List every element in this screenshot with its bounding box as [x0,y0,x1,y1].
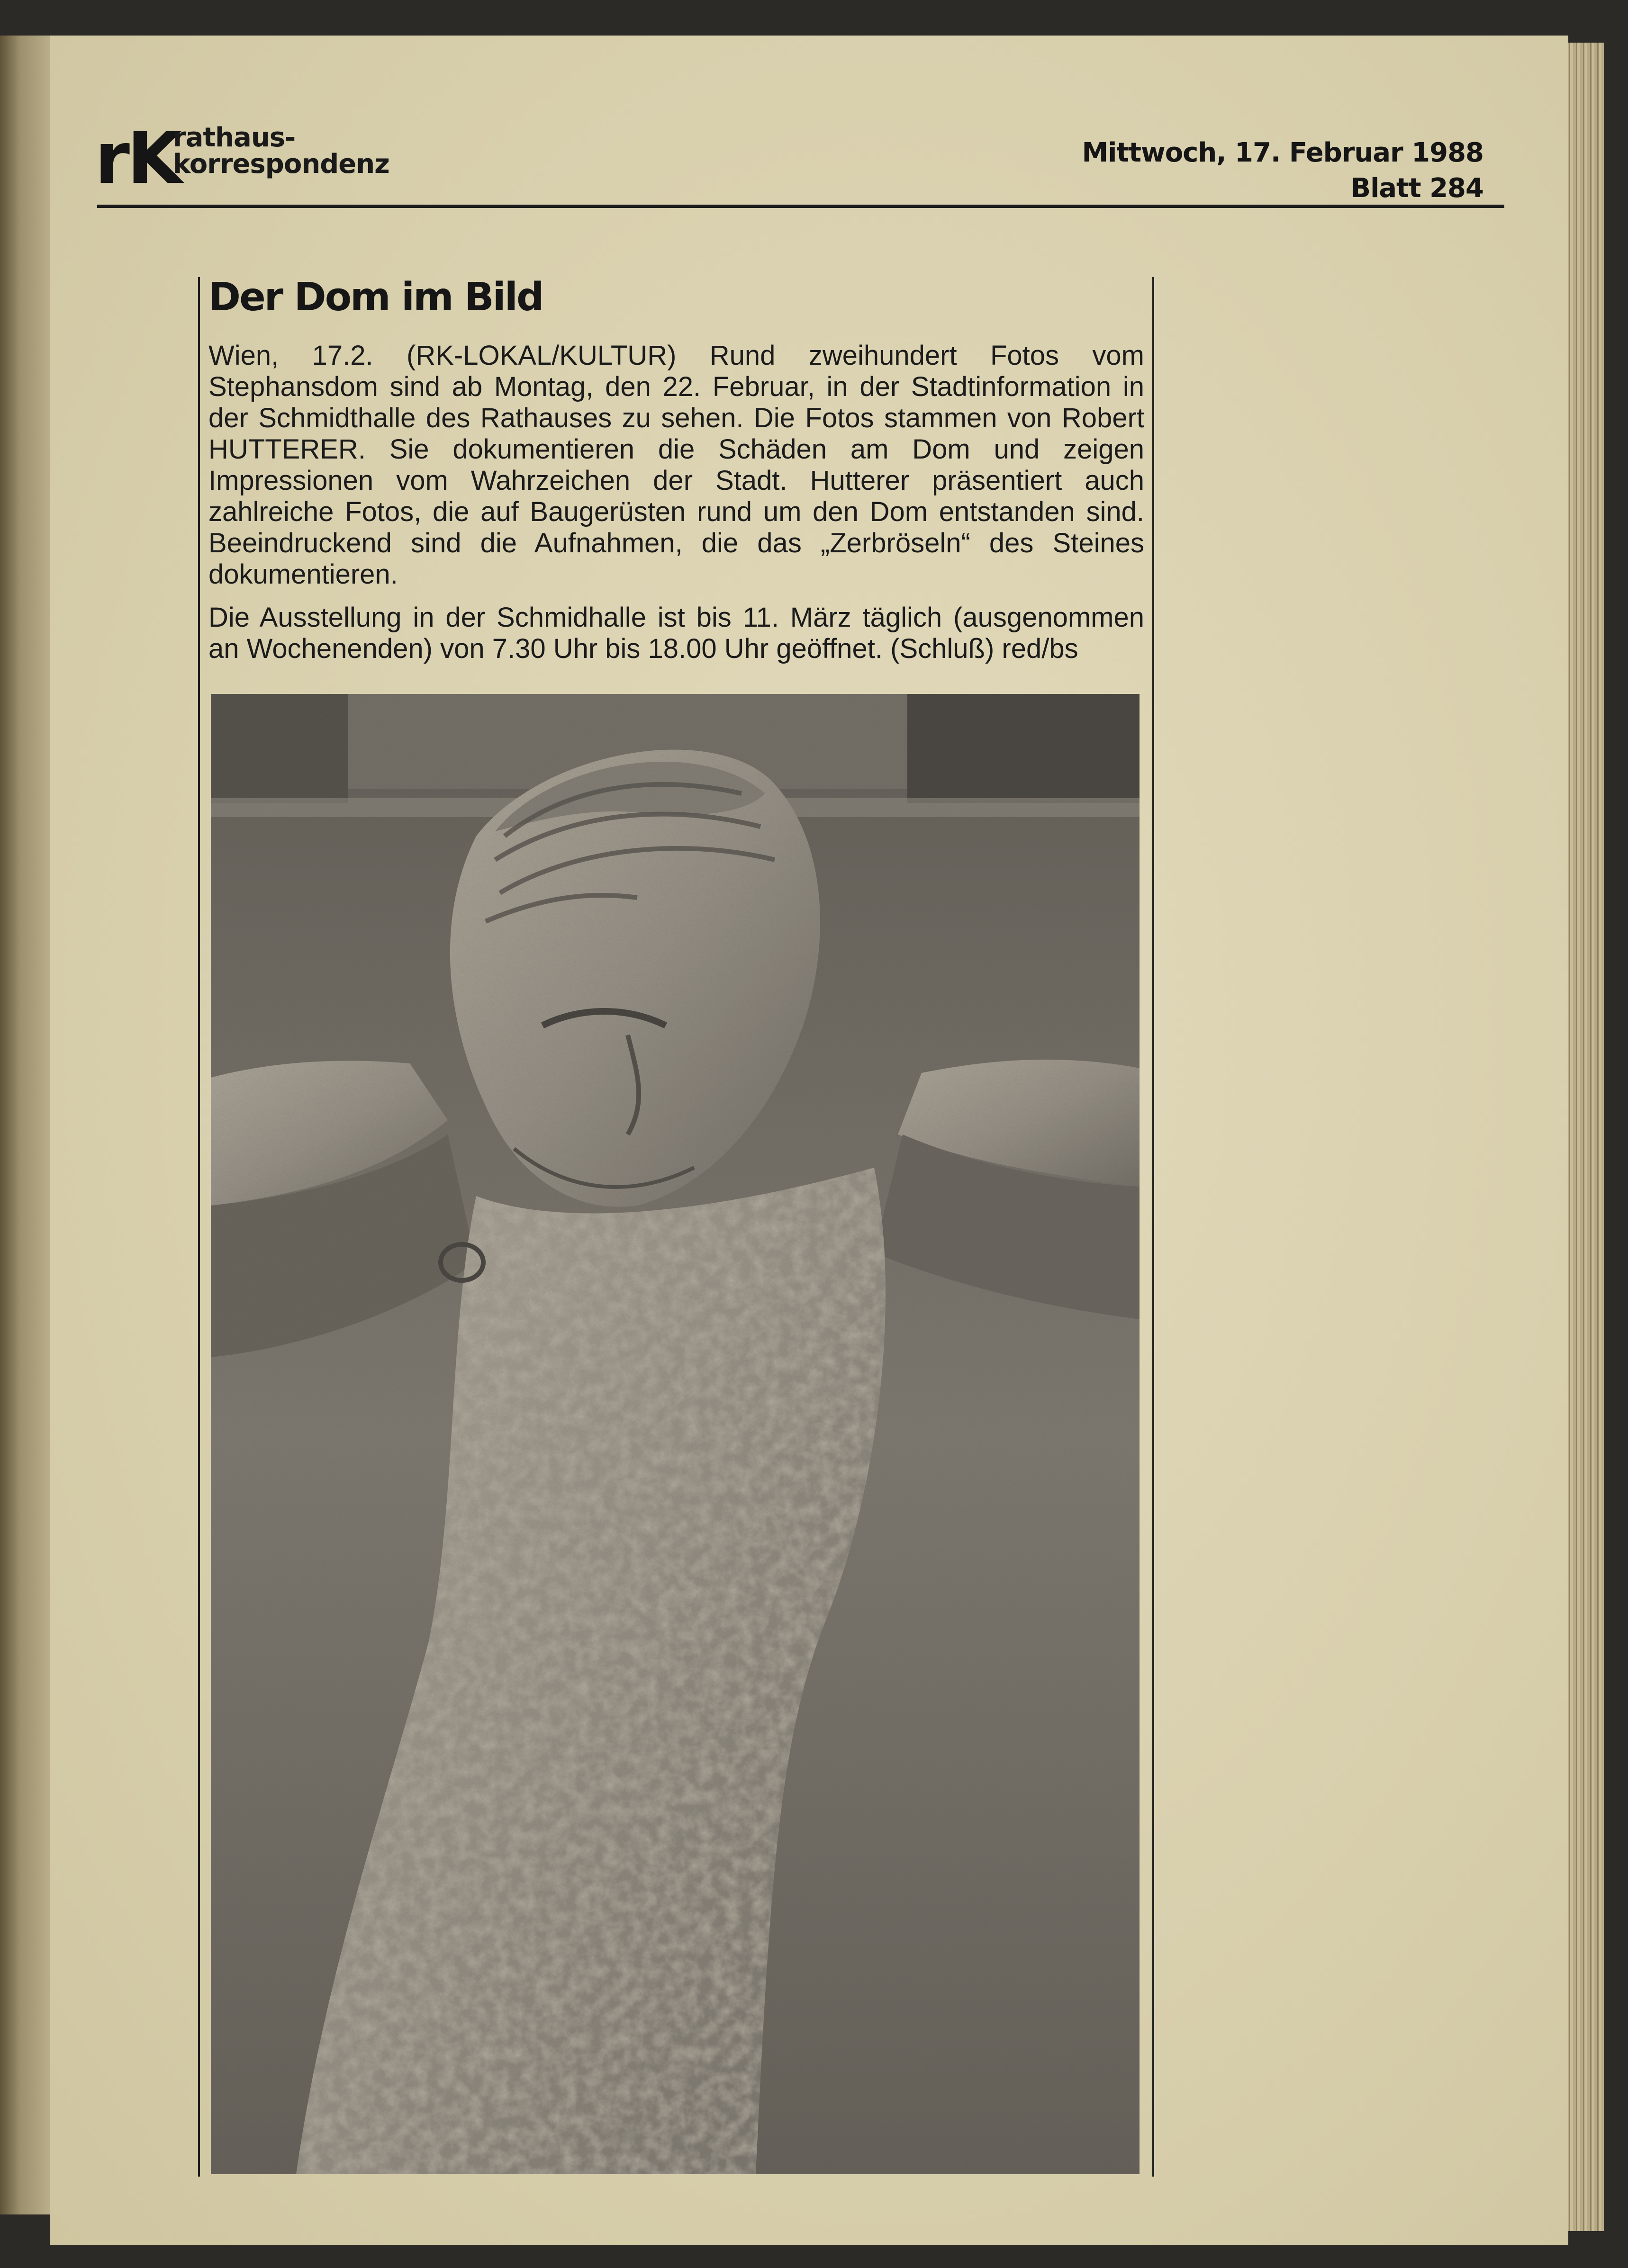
header-date: Mittwoch, 17. Februar 1988 [1082,137,1483,168]
column-rule-right [1152,277,1154,2177]
crucifix-photo-illustration [211,694,1140,2174]
logo-line-1: rathaus- [173,122,296,153]
article-paragraph-1: Wien, 17.2. (RK-LOKAL/KULTUR) Rund zweihundert Fotos vom Stephansdom sind ab Montag, den 22. Februar, in der Stadtinformation in der Schmidthalle des Rathauses zu sehen. Die Fotos stammen von Robert HUTTERER. Sie dokumentieren die Schäden am Dom und zeigen Impressionen vom Wahrzeichen der Stadt. Hutterer präsentiert auch zahlreiche Fotos, die auf Baugerüsten rund um den Dom entstanden sind. Beeindruckend sind die Aufnahmen, die das „Zerbröseln“ des Steines dokumentieren. [208,340,1144,590]
article-paragraph-2: Die Ausstellung in der Schmidhalle ist bis 11. März täglich (ausgenommen an Wochenenden) von 7.30 Uhr bis 18.00 Uhr geöffnet. (Schluß) red/bs [208,602,1144,664]
article-photo [211,694,1140,2174]
article-headline: Der Dom im Bild [208,275,543,320]
header-sheet-number: Blatt 284 [1350,173,1483,204]
article-body [208,340,1144,676]
logo-line-2: korrespondenz [173,149,389,180]
adjacent-page-edge [0,36,50,2214]
logo-mark: rK [95,117,180,200]
header-rule [97,205,1504,208]
logo-text [173,122,419,180]
column-rule-left [198,277,200,2177]
